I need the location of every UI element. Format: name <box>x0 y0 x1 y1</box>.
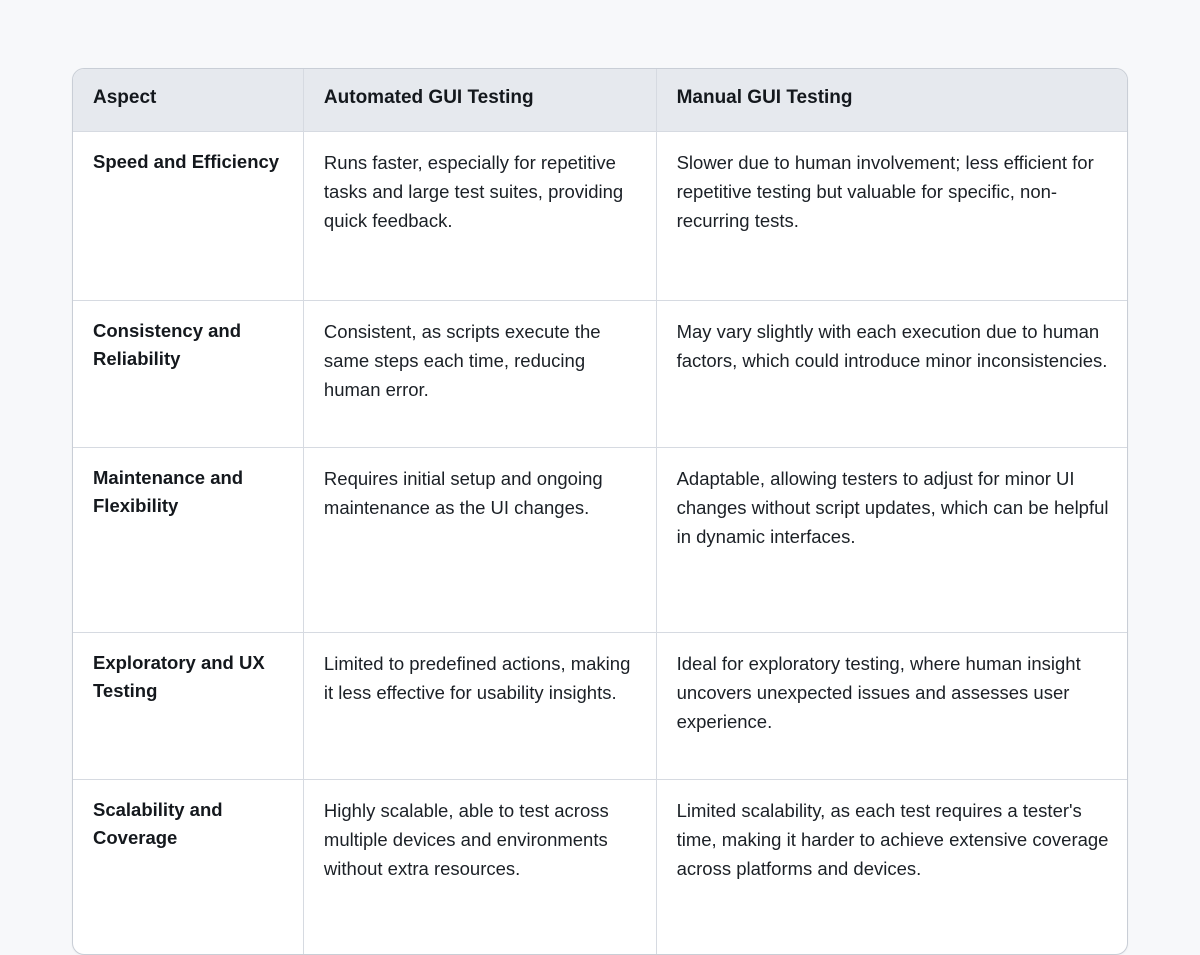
cell-automated: Highly scalable, able to test across multiple devices and environments without extra resources. <box>303 779 656 954</box>
cell-aspect: Maintenance and Flexibility <box>73 447 303 632</box>
comparison-table-container <box>72 68 1128 955</box>
cell-manual: May vary slightly with each execution due to human factors, which could introduce minor inconsistencies. <box>656 300 1127 447</box>
table-header-row <box>73 69 1127 131</box>
cell-automated: Runs faster, especially for repetitive tasks and large test suites, providing quick feedback. <box>303 131 656 300</box>
cell-automated: Consistent, as scripts execute the same steps each time, reducing human error. <box>303 300 656 447</box>
table-row <box>73 447 1127 632</box>
cell-manual: Slower due to human involvement; less efficient for repetitive testing but valuable for specific, non-recurring tests. <box>656 131 1127 300</box>
cell-aspect: Exploratory and UX Testing <box>73 632 303 779</box>
table-row <box>73 779 1127 954</box>
cell-manual: Limited scalability, as each test requires a tester's time, making it harder to achieve extensive coverage across platforms and devices. <box>676 799 1109 880</box>
cell-aspect: Scalability and Coverage <box>73 779 303 954</box>
cell-aspect: Consistency and Reliability <box>73 300 303 447</box>
table-row <box>73 131 1127 300</box>
table-body <box>73 131 1127 954</box>
cell-aspect: Speed and Efficiency <box>73 131 303 300</box>
table-header <box>73 69 1127 131</box>
comparison-table <box>73 69 1127 954</box>
column-header-manual: Manual GUI Testing <box>656 69 1127 131</box>
table-row <box>73 632 1127 779</box>
cell-automated: Limited to predefined actions, making it less effective for usability insights. <box>303 632 656 779</box>
cell-manual: Ideal for exploratory testing, where human insight uncovers unexpected issues and assesses user experience. <box>656 632 1127 779</box>
cell-manual: Adaptable, allowing testers to adjust for minor UI changes without script updates, which can be helpful in dynamic interfaces. <box>656 447 1127 632</box>
column-header-aspect: Aspect <box>73 69 303 131</box>
cell-automated: Requires initial setup and ongoing maintenance as the UI changes. <box>303 447 656 632</box>
table-row <box>73 300 1127 447</box>
column-header-automated: Automated GUI Testing <box>303 69 656 131</box>
